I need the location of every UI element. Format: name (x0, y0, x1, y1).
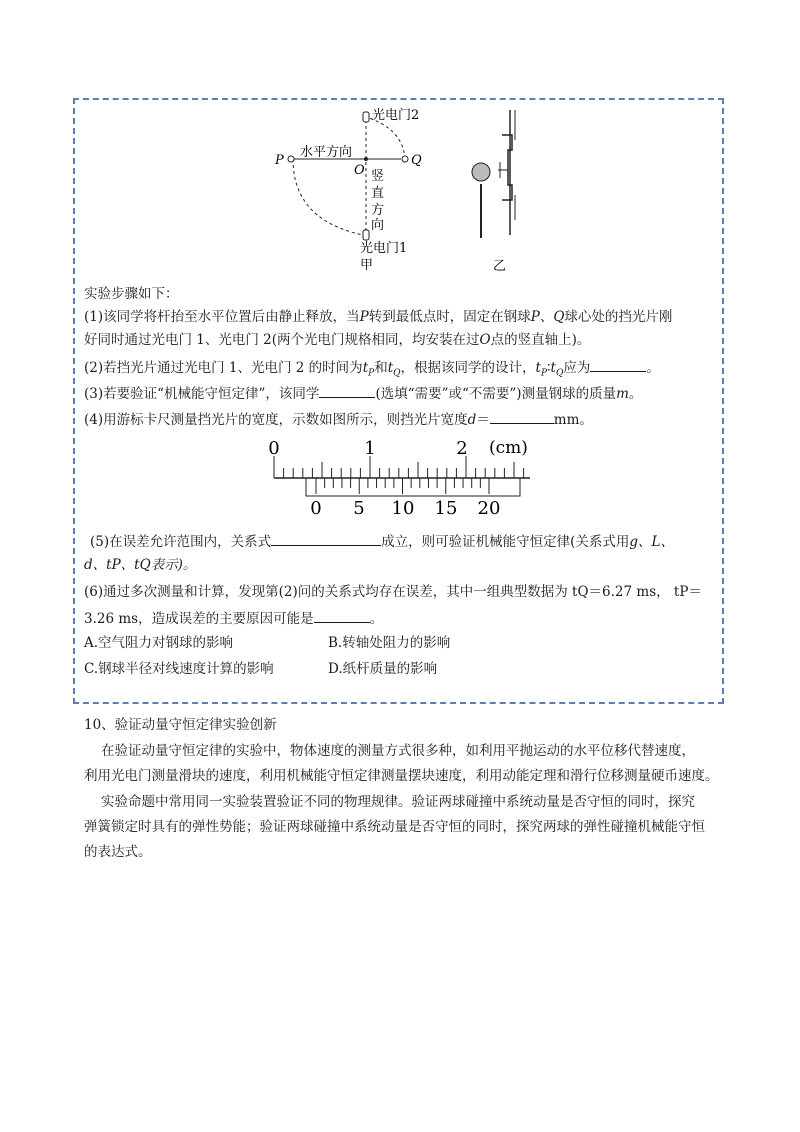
para2-line2: 弹簧锁定时具有的弹性势能；验证两球碰撞中系统动量是否守恒的同时，探究两球的弹性碰撞机械能守恒 (84, 819, 705, 835)
point-o: O (354, 163, 365, 178)
step1-line2: 好同时通过光电门 1、光电门 2(两个光电门规格相同，均安装在过O点的竖直轴上)。 (84, 332, 591, 348)
para1-line1: 在验证动量守恒定律的实验中，物体速度的测量方式很多种，如利用平抛运动的水平位移代替速度， (101, 743, 695, 759)
caliper-vernier-0: 0 (310, 498, 322, 519)
answer-blank-3[interactable] (319, 383, 375, 398)
para1-line2: 利用光电门测量滑块的速度，利用机械能守恒定律测量摆块速度，利用动能定理和滑行位移测量硬币速度。 (84, 768, 719, 784)
point-q: Q (411, 153, 422, 168)
point-p: P (275, 153, 284, 168)
step4: (4)用游标卡尺测量挡光片的宽度，示数如图所示，则挡光片宽度d＝ mm。 (84, 409, 593, 429)
para2-line1: 实验命题中常用同一实验装置验证不同的物理规律。验证两球碰撞中系统动量是否守恒的同时，探究 (101, 794, 695, 810)
vernier-caliper (260, 434, 540, 524)
vertical-char-2: 直 (371, 186, 385, 201)
caliper-vernier-10: 10 (391, 498, 415, 519)
caliper-main-1: 1 (364, 438, 376, 459)
step2: (2)若挡光片通过光电门 1、光电门 2 的时间为$t_P$和$t_Q$，根据该同学的设计，$t_P∶t_Q$应为 。 (84, 357, 660, 383)
caliper-vernier-15: 15 (434, 498, 458, 519)
answer-blank-2[interactable] (590, 357, 646, 372)
para2-line3: 的表达式。 (84, 844, 152, 860)
step3: (3)若要验证“机械能守恒定律”，该同学 (选填“需要”或“不需要”)测量钢球的质量m。 (84, 383, 642, 403)
option-d[interactable]: D.纸杆质量的影响 (328, 661, 438, 677)
vertical-char-4: 向 (371, 218, 385, 233)
gate1-label: 光电门1 (360, 241, 408, 256)
step5-line1: (5)在误差允许范围内，关系式 成立，则可验证机械能守恒定律(关系式用g、L、 (90, 531, 674, 551)
caliper-unit: (cm) (489, 438, 528, 458)
step1-line1: (1)该同学将杆抬至水平位置后由静止释放，当P转到最低点时，固定在钢球P、Q球心处的挡光片刚 (84, 309, 673, 325)
answer-blank-4[interactable] (490, 409, 554, 424)
figure-jia (265, 100, 425, 280)
answer-blank-6[interactable] (314, 608, 370, 623)
section-10-title: 10、验证动量守恒定律实验创新 (84, 717, 277, 733)
gate2-label: 光电门2 (372, 108, 420, 123)
caliper-vernier-5: 5 (353, 498, 365, 519)
step6-line1: (6)通过多次测量和计算，发现第(2)问的关系式均存在误差，其中一组典型数据为 tQ＝6.27 ms， tP＝ (84, 584, 702, 600)
option-a[interactable]: A.空气阻力对钢球的影响 (84, 635, 234, 651)
caliper-main-2: 2 (456, 438, 468, 459)
option-b[interactable]: B.转轴处阻力的影响 (328, 635, 451, 651)
vernier-frame (306, 478, 520, 496)
vertical-char-3: 方 (371, 203, 385, 218)
horizontal-label: 水平方向 (300, 145, 353, 160)
step5-line2: d、tP、tQ表示)。 (84, 557, 197, 573)
steps-title: 实验步骤如下： (84, 286, 179, 302)
vertical-char-1: 竖 (371, 169, 385, 184)
option-c[interactable]: C.钢球半径对线速度计算的影响 (84, 661, 274, 677)
figure-yi (460, 100, 540, 280)
step6-line2: 3.26 ms，造成误差的主要原因可能是 。 (84, 608, 383, 628)
answer-blank-5[interactable] (271, 531, 381, 546)
figure-yi-caption: 乙 (493, 259, 507, 274)
caliper-vernier-20: 20 (477, 498, 501, 519)
figure-jia-caption: 甲 (360, 258, 374, 273)
caliper-main-0: 0 (268, 438, 280, 459)
